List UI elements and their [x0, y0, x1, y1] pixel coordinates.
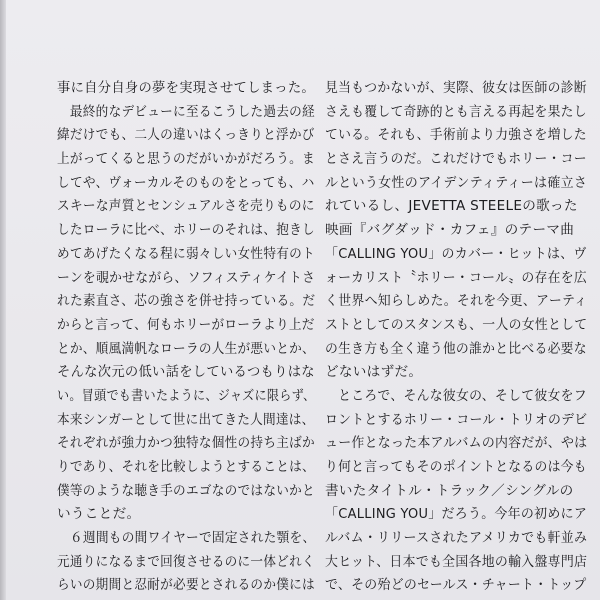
text-line: 最終的なデビューに至るこうした過去の経: [57, 103, 315, 120]
text-line: ュー作となった本アルバムの内容だが、やは: [325, 435, 588, 452]
text-line: 緯だけでも、二人の違いはくっきりと浮かび: [57, 127, 315, 144]
text-line: してや、ヴォーカルそのものをとっても、ハ: [57, 174, 315, 191]
text-line: く世界へ知らしめた。それを今更、アーティ: [325, 293, 588, 310]
text-line: で、その殆どのセールス・チャート・トップ: [325, 577, 587, 594]
text-line: 「CALLING YOU」のカバー・ヒットは、ヴ: [325, 245, 587, 262]
text-line: ロントとするホリー・コール・トリオのデビ: [325, 411, 588, 428]
text-line: とか、順風満帆なローラの人生が悪いとか、: [57, 340, 315, 357]
text-line: 書いたタイトル・トラック／シングルの: [325, 482, 574, 499]
text-line: 上がってくると思うのだがいかがだろう。ま: [57, 151, 315, 168]
text-line: ルという女性のアイデンティティーは確立さ: [325, 174, 588, 191]
right-text-column: [325, 77, 587, 598]
text-line: ォーカリスト〝ホリー・コール〟の存在を広: [325, 269, 588, 286]
text-line: それぞれが強力かつ独特な個性の持ち主ばか: [57, 435, 315, 452]
text-line: そんな次元の低い話をしているつもりはな: [57, 364, 315, 381]
text-line: 見当もつかないが、実際、彼女は医師の診断: [325, 80, 587, 96]
text-line: らいの期間と忍耐が必要とされるのか僕には: [57, 577, 315, 594]
text-line: さえも覆して奇跡的とも言える再起を果たし: [325, 103, 587, 120]
text-line: めてあげたくなる程に弱々しい女性特有のト: [57, 245, 315, 262]
text-line: 本来シンガーとして世に出てきた人間達は、: [57, 411, 315, 428]
text-line: したローラに比べ、ホリーのそれは、抱きし: [57, 222, 315, 239]
text-line: 「CALLING YOU」だろう。今年の初めにア: [325, 506, 588, 523]
page-edge-shadow: [0, 0, 6, 600]
text-line: ている。それも、手術前より力強さを増した: [325, 127, 587, 144]
text-line: 僕等のような聴き手のエゴなのではないかと: [57, 482, 315, 499]
left-text-column: [57, 77, 315, 598]
text-line: 映画『バグダッド・カフェ』のテーマ曲: [325, 222, 575, 239]
text-line: い。冒頭でも書いたように、ジャズに限らず、: [57, 387, 316, 404]
text-line: り何と言ってもそのポイントとなるのは今も: [325, 459, 587, 475]
text-line: れているし、JEVETTA STEELEの歌った: [325, 198, 578, 215]
text-line: 事に自分自身の夢を実現させてしまった。: [57, 80, 315, 96]
text-line: ところで、そんな彼女の、そして彼女をフ: [325, 387, 587, 404]
text-line: ６週間もの間ワイヤーで固定された顎を、: [57, 530, 316, 547]
text-line: 大ヒット、日本でも全国各地の輸入盤専門店: [325, 553, 588, 570]
text-line: りであり、それを比較しようとすることは、: [57, 459, 315, 475]
text-line: れた素直さ、芯の強さを併せ持っている。だ: [57, 293, 316, 310]
text-line: いうことだ。: [57, 506, 141, 523]
text-line: とさえ言うのだ。これだけでもホリー・コー: [325, 151, 587, 168]
text-line: の生き方も全く違う他の誰かと比べる必要な: [325, 340, 587, 357]
text-line: ーンを覗かせながら、ソフィスティケイトさ: [57, 269, 316, 286]
text-line: ルバム・リリースされたアメリカでも軒並み: [325, 530, 588, 547]
text-line: 元通りになるまで回復させるのに一体どれく: [57, 553, 315, 570]
text-line: スキーな声質とセンシュアルさを売りものに: [57, 198, 315, 215]
text-line: どないはずだ。: [325, 364, 423, 381]
text-line: からと言って、何もホリーがローラより上だ: [57, 316, 315, 333]
text-line: ストとしてのスタンスも、一人の女性として: [325, 316, 588, 333]
